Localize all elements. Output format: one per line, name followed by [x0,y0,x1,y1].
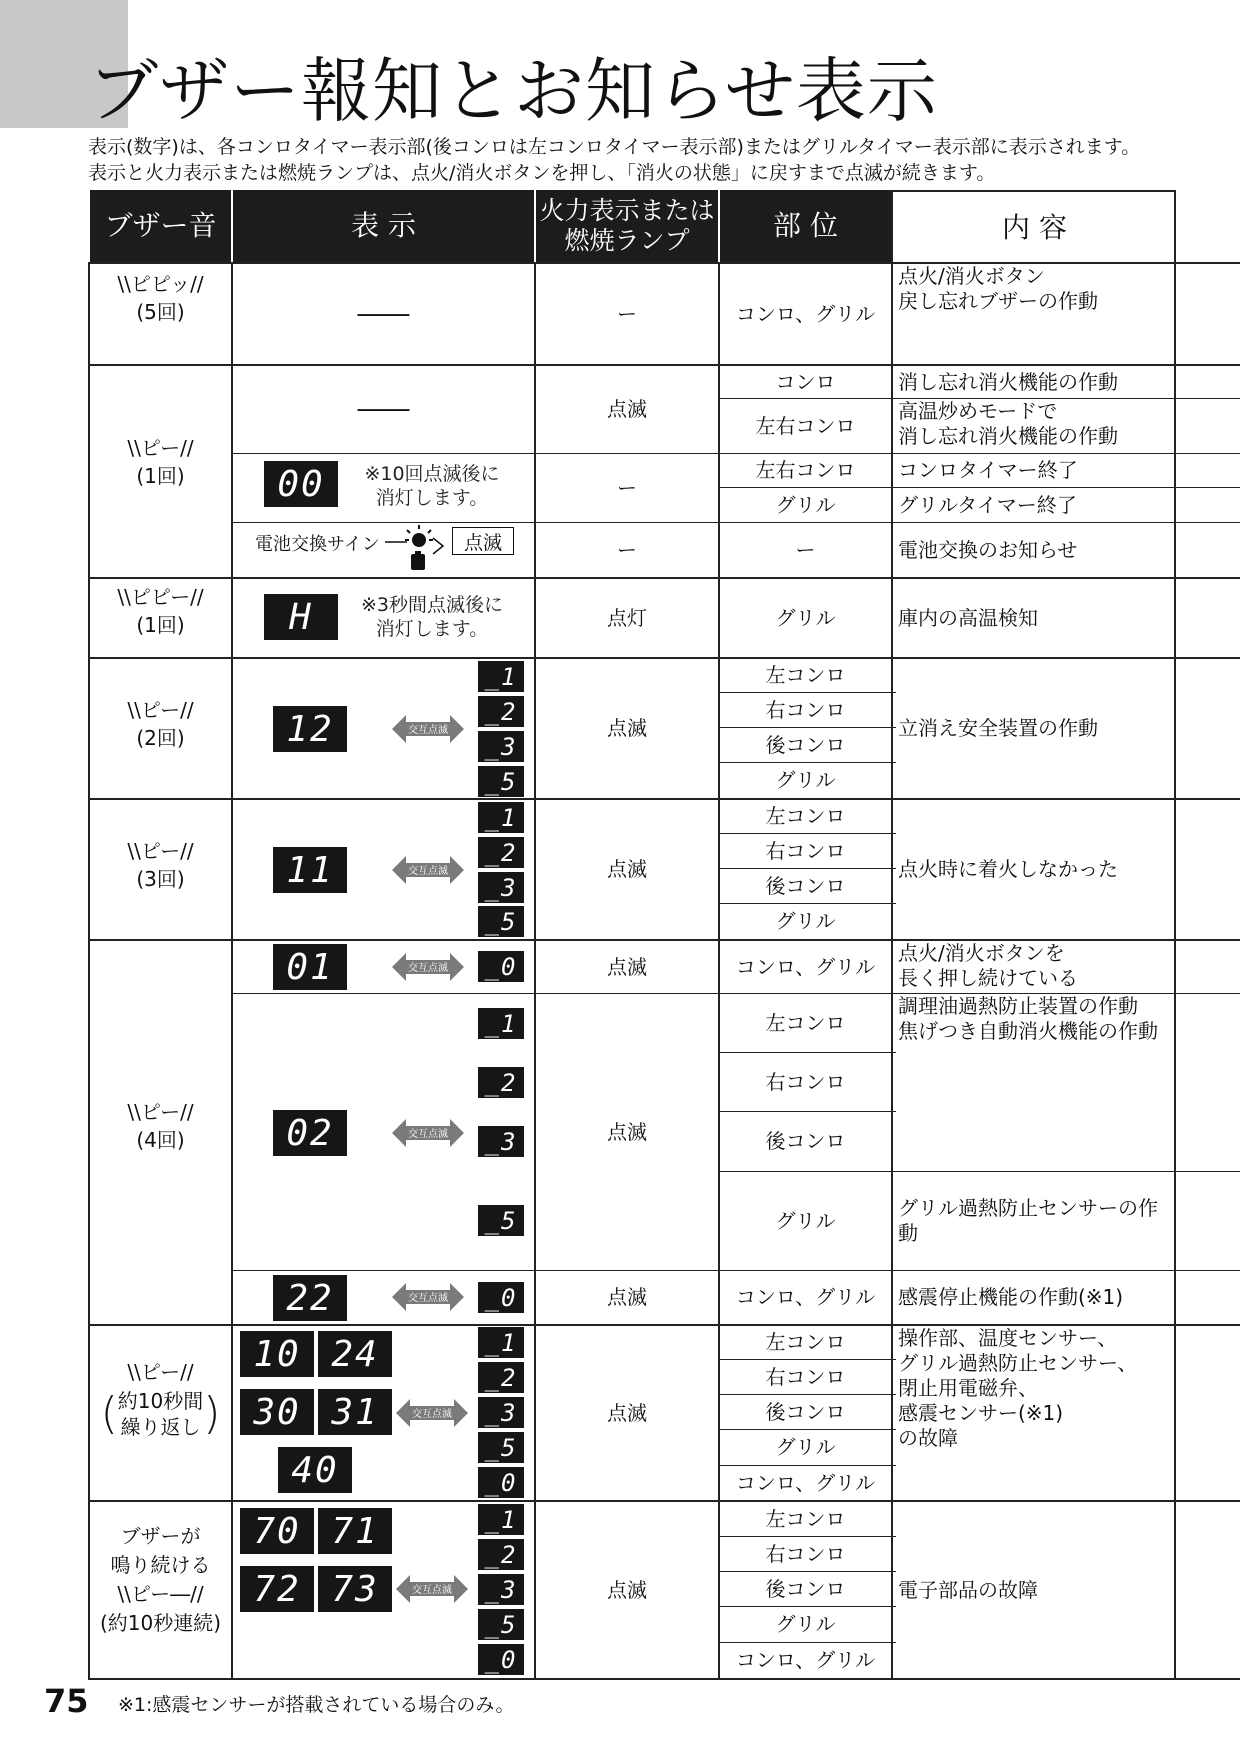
row5-code-display: 11 [273,847,347,893]
row5-buzz-count: (3回) [136,867,185,891]
row4-part-rear: 後コンロ [765,732,846,757]
row1-content-line1: 点火/消火ボタン [898,264,1045,288]
row7-buzz-count-line1: 約10秒間 [117,1389,204,1413]
row3-note [352,593,512,641]
row6c-sub-code-5: _5 [478,1205,524,1236]
page-title: ブザー報知とお知らせ表示 [88,50,938,132]
row6d-alternate-arrow-icon [392,1280,464,1314]
row7-code-10: 10 [240,1331,314,1377]
header-part: 部 位 [720,190,891,262]
row3-buzz-count: (1回) [136,613,185,637]
row2a-content: 消し忘れ消火機能の作動 [898,369,1118,394]
row4-sub-code-2: _2 [478,696,524,727]
row6b-sub-code-1: _1 [478,1008,524,1039]
battery-sign-icon [385,524,455,572]
row6b-part-right: 右コンロ [765,1069,846,1094]
row7-code-30: 30 [240,1389,314,1435]
row8-code-72: 72 [240,1566,314,1612]
row1-buzz-count: (5回) [136,300,185,324]
row2ab-lamp: 点滅 [607,397,647,421]
row2-buzz-sound: \\ピー// [127,436,194,460]
row8-code-70: 70 [240,1508,314,1554]
row6d-lamp: 点滅 [607,1285,647,1309]
row6b-sub-code-2: _2 [478,1067,524,1098]
row8-part-right: 右コンロ [765,1541,846,1566]
row6-buzzer [90,1098,231,1154]
row6a-lamp: 点滅 [607,954,647,979]
row2b-content [893,399,1174,453]
row7-content-line1: 操作部、温度センサー、 [898,1326,1118,1350]
row8-sub-code-3: _3 [478,1574,524,1605]
row1-buzz-sound: \\ピピッ// [117,272,204,296]
row8-buzz-count: (約10秒連続) [99,1611,222,1635]
row2c-part: 左右コンロ [755,458,856,482]
row2-code-display: 00 [264,461,338,507]
header-lamp-line2: 燃焼ランプ [564,226,690,255]
row7-sub-code-5: _5 [478,1432,524,1463]
row6a-alternate-arrow-icon [392,950,464,984]
row3-note-line2: 消灯します。 [375,618,489,640]
row2b-content-line2: 消し忘れ消火機能の作動 [898,424,1118,448]
row7-sub-code-1: _1 [478,1327,524,1358]
row8-sub-code-1: _1 [478,1504,524,1535]
row7-sub-code-3: _3 [478,1397,524,1428]
row7-part-right: 右コンロ [765,1364,846,1389]
row7-buzzer [90,1358,231,1442]
row5-part-grill: グリル [775,909,836,933]
row5-lamp: 点滅 [607,857,647,881]
row6b-part-left: 左コンロ [765,1010,846,1035]
row8-code-71: 71 [318,1508,392,1554]
row6d-part: コンロ、グリル [735,1285,876,1309]
row6c-content: グリル過熱防止センサーの作動 [898,1196,1158,1245]
row7-buzz-count-line2: 繰り返し [120,1415,201,1439]
header-buzzer: ブザー音 [90,190,231,262]
row6bc-lamp: 点滅 [607,1119,647,1144]
row5-sub-code-2: _2 [478,837,524,868]
row4-part-grill: グリル [775,768,836,792]
row4-buzzer [90,696,231,752]
row7-buzz-sound: \\ピー// [127,1360,194,1384]
row2a-part: コンロ [775,369,836,394]
row2-buzz-count: (1回) [136,464,185,488]
row2c-content: コンロタイマー終了 [898,458,1078,482]
row5-sub-code-5: _5 [478,906,524,937]
row6d-sub-code-0: _0 [478,1282,524,1313]
header-content: 内 容 [893,190,1176,262]
row4-sub-code-3: _3 [478,731,524,762]
header-lamp [536,190,718,262]
row1-part: コンロ、グリル [735,301,876,326]
row7-part-grill: グリル [775,1435,836,1459]
row4-sub-code-1: _1 [478,661,524,692]
row7-part-rear: 後コンロ [765,1399,846,1424]
row4-part-right: 右コンロ [765,697,846,722]
row7-content-line5: の故障 [898,1426,958,1450]
row3-part: グリル [775,605,836,630]
row3-code-display: H [264,594,338,640]
row8-buzz-line2: 鳴り続ける [110,1553,211,1577]
row7-sub-code-0: _0 [478,1467,524,1498]
row3-buzzer [90,583,231,639]
row6d-alternate-label: 交互点滅 [408,1293,448,1304]
row7-code-40: 40 [278,1447,352,1493]
row8-alternate-label: 交互点滅 [412,1585,452,1596]
row6b-part-rear: 後コンロ [765,1129,846,1153]
row6b-sub-code-3: _3 [478,1126,524,1157]
row2b-part: 左右コンロ [755,413,856,438]
row6a-content [893,941,1174,993]
row8-part-konro-grill: コンロ、グリル [735,1648,876,1672]
row6a-part: コンロ、グリル [735,954,876,979]
row5-alternate-label: 交互点滅 [408,866,448,877]
row2d-content: グリルタイマー終了 [898,492,1077,517]
row2e-part: ー [795,537,816,562]
row8-lamp: 点滅 [607,1577,647,1602]
row7-sub-code-2: _2 [478,1362,524,1393]
row6-buzz-count: (4回) [136,1128,185,1152]
row2cd-lamp: ー [617,475,637,500]
row6a-content-line1: 点火/消火ボタンを [898,941,1065,965]
row6a-sub-code-0: _0 [478,951,524,982]
row1-display: ―― [357,298,410,329]
row6b-alternate-label: 交互点滅 [408,1129,448,1140]
row4-lamp: 点滅 [607,716,647,740]
footnote: ※1:感震センサーが搭載されている場合のみ。 [118,1694,515,1716]
row4-code-display: 12 [273,706,347,752]
intro-line-2: 表示と火力表示または燃焼ランプは、点火/消火ボタンを押し、「消火の状態」に戻すまで点滅が続きます。 [88,162,996,184]
row8-content: 電子部品の故障 [898,1577,1038,1602]
row6a-alternate-label: 交互点滅 [408,963,448,974]
row6b-alternate-arrow-icon [392,1116,464,1150]
row4-buzz-sound: \\ピー// [127,698,194,722]
row7-buzz-count: ( 約10秒間 繰り返し ) [100,1388,221,1439]
row5-sub-code-3: _3 [478,872,524,903]
row8-buzzer [90,1522,231,1638]
row4-alternate-arrow-icon [392,712,464,746]
row1-lamp: ー [617,301,637,326]
row3-buzz-sound: \\ピピー// [117,585,204,609]
row8-alternate-arrow-icon [396,1572,468,1606]
row8-buzz-line1: ブザーが [120,1524,201,1548]
row5-buzz-sound: \\ピー// [127,839,194,863]
row7-part-konro-grill: コンロ、グリル [735,1470,876,1495]
row5-sub-code-1: _1 [478,802,524,833]
row4-alternate-label: 交互点滅 [408,725,448,736]
row7-content-line4: 感震センサー(※1) [898,1401,1064,1425]
row1-buzzer [90,270,231,326]
row6b-code-display: 02 [273,1110,347,1156]
row5-part-right: 右コンロ [765,838,846,863]
row2-buzzer [90,434,231,490]
row7-lamp: 点滅 [607,1400,647,1425]
row2-note-line1: ※10回点滅後に [364,463,500,485]
row5-part-rear: 後コンロ [765,873,846,898]
row2e-lamp: ー [617,537,637,562]
row2-note [352,462,512,510]
row5-content: 点火時に着火しなかった [898,857,1118,881]
row4-sub-code-5: _5 [478,766,524,797]
header-lamp-line1: 火力表示または [539,196,715,225]
row2-note-line2: 消灯します。 [375,487,489,509]
row3-note-line1: ※3秒間点滅後に [360,594,503,616]
row6-buzz-sound: \\ピー// [127,1100,194,1124]
row8-part-left: 左コンロ [765,1506,846,1531]
row7-content-line2: グリル過熱防止センサー、 [898,1351,1138,1375]
row6a-code-display: 01 [273,944,347,990]
row4-content: 立消え安全装置の作動 [898,716,1098,740]
row2b-content-line1: 高温炒めモードで [898,399,1058,423]
row8-sub-code-5: _5 [478,1609,524,1640]
intro-line-1: 表示(数字)は、各コンロタイマー表示部(後コンロは左コンロタイマー表示部)またはグリルタイマー表示部に表示されます。 [88,136,1141,158]
row8-sub-code-2: _2 [478,1539,524,1570]
row7-alternate-label: 交互点滅 [412,1409,452,1420]
row5-alternate-arrow-icon [392,853,464,887]
row6d-content: 感震停止機能の作動(※1) [898,1285,1124,1309]
row5-part-left: 左コンロ [765,804,846,828]
battery-sign-label: 電池交換サイン [255,534,380,555]
row1-content-line2: 戻し忘れブザーの作動 [898,289,1098,313]
row7-code-31: 31 [318,1389,392,1435]
row3-lamp: 点灯 [607,605,647,630]
page-number: 75 [44,1682,89,1720]
row3-content: 庫内の高温検知 [898,605,1038,630]
row2ab-display: ―― [357,394,410,424]
row7-part-left: 左コンロ [765,1330,846,1354]
row2d-part: グリル [775,492,836,517]
row7-code-24: 24 [318,1331,392,1377]
row8-sub-code-0: _0 [478,1644,524,1675]
row6a-content-line2: 長く押し続けている [898,966,1078,990]
row6b-content [893,994,1174,1171]
row6b-content-line1: 調理油過熱防止装置の作動 [898,994,1138,1018]
row5-buzzer [90,837,231,893]
row6d-code-display: 22 [273,1275,347,1321]
row2e-content: 電池交換のお知らせ [898,537,1078,562]
row7-alternate-arrow-icon [396,1396,468,1430]
row6c-part: グリル [775,1208,836,1233]
row8-part-rear: 後コンロ [765,1576,846,1601]
row8-code-73: 73 [318,1566,392,1612]
row4-part-left: 左コンロ [765,663,846,687]
row7-content [893,1326,1174,1500]
row7-content-line3: 閉止用電磁弁、 [898,1376,1038,1400]
row6b-content-line2: 焦げつき自動消火機能の作動 [898,1019,1158,1043]
header-display: 表 示 [233,190,534,262]
row8-buzz-sound: \\ピー―// [117,1582,204,1606]
row1-content [893,264,1174,364]
row8-part-grill: グリル [775,1612,836,1636]
battery-blink-box: 点滅 [452,527,514,555]
row4-buzz-count: (2回) [136,726,185,750]
